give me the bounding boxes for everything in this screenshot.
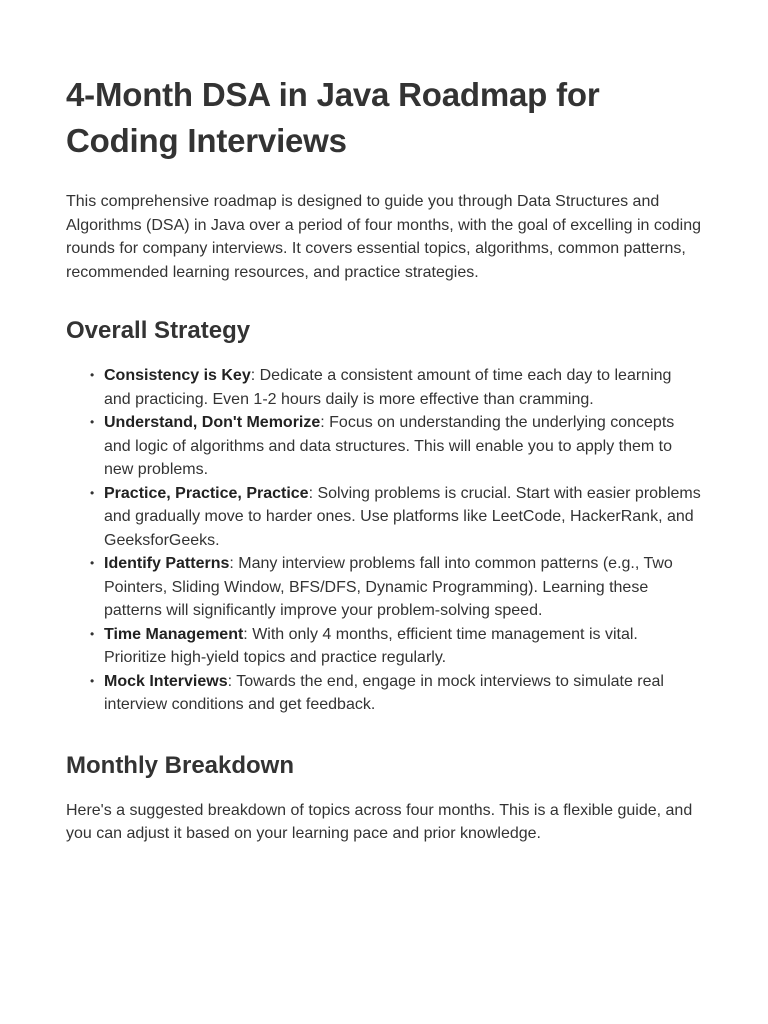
bullet-icon: • [90, 368, 95, 382]
list-item-text: : Towards the end, engage in mock interviews to simulate real interview conditions and get feedback. [104, 672, 664, 713]
bullet-icon: • [90, 673, 95, 688]
bullet-icon: • [90, 626, 95, 641]
list-item [90, 552, 702, 623]
monthly-breakdown-heading: Monthly Breakdown [66, 751, 295, 779]
list-item [90, 623, 702, 670]
list-item-term: Consistency is Key [104, 367, 251, 384]
list-item-text: : Solving problems is crucial. Start with easier problems and gradually move to harder ones. Use platforms like LeetCode, HackerRank, and GeeksforGeeks. [104, 484, 701, 549]
list-item [90, 411, 702, 482]
intro-paragraph: This comprehensive roadmap is designed to guide you through Data Structures and Algorithms (DSA) in Java over a period of four months, with the goal of excelling in coding rounds for company interviews. It covers essential topics, algorithms, common patterns, recommended learning resources, and practice strategies. [66, 193, 701, 281]
list-item-term: Identify Patterns [104, 555, 230, 572]
bullet-icon: • [90, 415, 95, 429]
list-item-term: Understand, Don't Memorize [104, 414, 321, 431]
bullet-icon: • [90, 556, 95, 570]
list-item [90, 364, 702, 411]
list-item-term: Time Management [104, 625, 244, 643]
bullet-icon: • [90, 485, 95, 500]
list-item-text: : Many interview problems fall into common patterns (e.g., Two Pointers, Sliding Window, BFS/DFS, Dynamic Programming). Learning these patterns will significantly improve your problem-solving speed. [104, 555, 673, 619]
list-item-text: : With only 4 months, efficient time management is vital. Prioritize high-yield topics and practice regularly. [104, 625, 638, 666]
list-item-term: Practice, Practice, Practice [104, 484, 309, 502]
list-item-term: Mock Interviews [104, 672, 228, 690]
list-item-text: : Focus on understanding the underlying concepts and logic of algorithms and data structures. This will enable you to apply them to new problems. [104, 414, 675, 478]
page-title: 4-Month DSA in Java Roadmap for Coding Interviews [66, 76, 600, 159]
overall-strategy-heading: Overall Strategy [66, 317, 251, 344]
list-item-text: : Dedicate a consistent amount of time each day to learning and practicing. Even 1-2 hours daily is more effective than cramming. [104, 367, 672, 408]
list-item [90, 482, 702, 553]
breakdown-paragraph: Here's a suggested breakdown of topics across four months. This is a flexible guide, and you can adjust it based on your learning pace and prior knowledge. [66, 801, 693, 842]
list-item [90, 670, 702, 717]
strategy-list [66, 364, 702, 717]
